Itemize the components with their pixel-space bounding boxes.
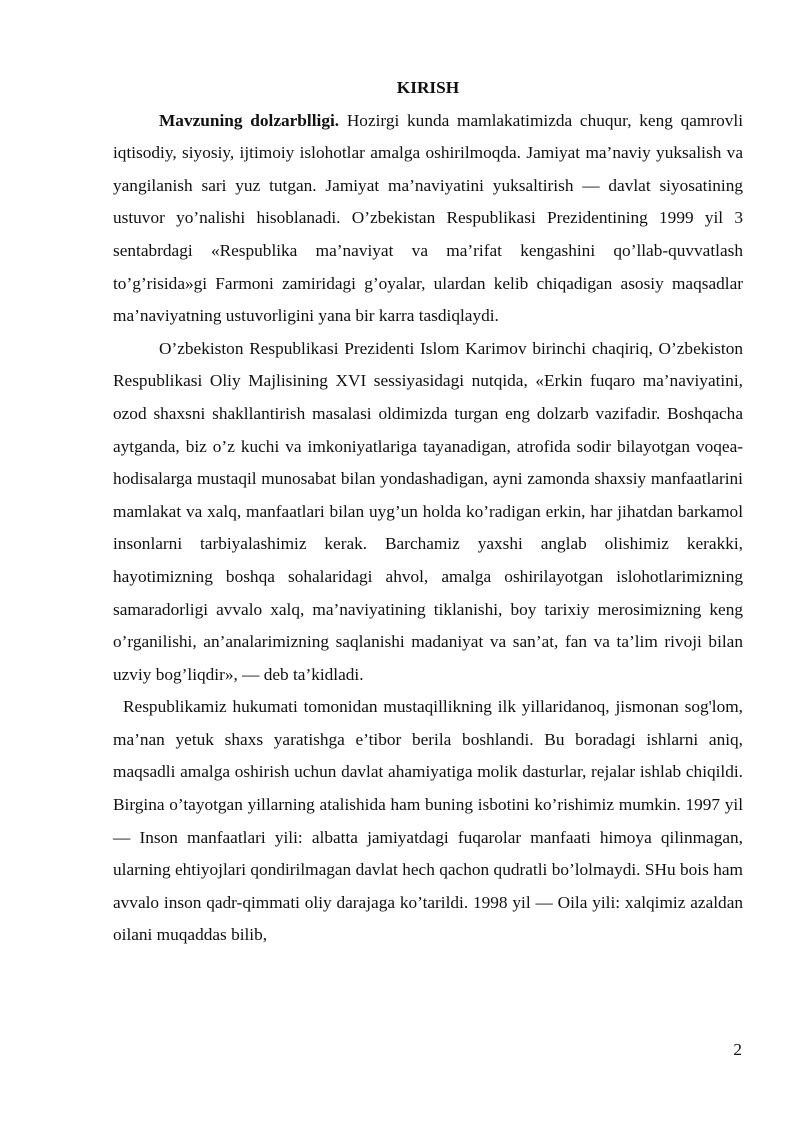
paragraph-text: Hozirgi kunda mamlakatimizda chuqur, keng qamrovli iqtisodiy, siyosiy, ijtimoiy islohotlar amalga oshirilmoqda. Jamiyat ma’naviy yuksalish va yangilanish sari yuz tutgan. Jamiyat ma’naviyatini yuksaltirish — davlat siyosatining ustuvor yo’nalishi hisoblanadi. O’zbekistan Respublikasi Prezidentining 1999 yil 3 sentabrdagi «Respublika ma’naviyat va ma’rifat kengashini qo’llab-quvvatlash to’g’risida»gi Farmoni zamiridagi g’oyalar, ulardan kelib chiqadigan asosiy maqsadlar ma’naviyatning ustuvorligini yana bir karra tasdiqlaydi. [113,110,743,326]
paragraph-government-programs [113,691,743,952]
paragraph-president-quote [113,333,743,692]
paragraph-relevance [113,105,743,333]
page-number: 2 [733,1040,742,1059]
document-body [113,72,743,952]
section-heading: KIRISH [396,78,460,97]
paragraph-lead-bold: Mavzuning dolzarblligi. [159,110,340,130]
paragraph-text: Respublikamiz hukumati tomonidan mustaqillikning ilk yillaridanoq, jismonan sog'lom, ma’nan yetuk shaxs yaratishga e’tibor berila boshlandi. Bu boradagi ishlarni aniq, maqsadli amalga oshirish uchun davlat ahamiyatiga molik dasturlar, rejalar ishlab chiqildi. Birgina o’tayotgan yillarning atalishida ham buning isbotini ko’rishimiz mumkin. 1997 yil — Inson manfaatlari yili: albatta jamiyatdagi fuqarolar manfaati himoya qilinmagan, ularning ehtiyojlari qondirilmagan davlat hech qachon qudratli bo’lolmaydi. SHu bois ham avvalo inson qadr-qimmati oliy darajaga ko’tarildi. 1998 yil — Oila yili: xalqimiz azaldan oilani muqaddas bilib, [113,697,743,945]
paragraph-text: O’zbekiston Respublikasi Prezidenti Islom Karimov birinchi chaqiriq, O’zbekiston Respublikasi Oliy Majlisining XVI sessiyasidagi nutqida, «Erkin fuqaro ma’naviyatini, ozod shaxsni shakllantirish masalasi oldimizda turgan eng dolzarb vazifadir. Boshqacha aytganda, biz o’z kuchi va imkoniyatlariga tayanadigan, atrofida sodir bilayotgan voqea-hodisalarga mustaqil munosabat bilan yondashadigan, ayni zamonda shaxsiy manfaatlarini mamlakat va xalq, manfaatlari bilan uyg’un holda ko’radigan erkin, har jihatdan barkamol insonlarni tarbiyalashimiz kerak. Barchamiz yaxshi anglab olishimiz kerakki, hayotimizning boshqa sohalaridagi ahvol, amalga oshirilayotgan islohotlarimizning samaradorligi avvalo xalq, ma’naviyatining tiklanishi, boy tarixiy merosimizning keng o’rganilishi, an’analarimizning saqlanishi madaniyat va san’at, fan va ta’lim rivoji bilan uzviy bog’liqdir», — deb ta’kidladi. [113,338,743,684]
